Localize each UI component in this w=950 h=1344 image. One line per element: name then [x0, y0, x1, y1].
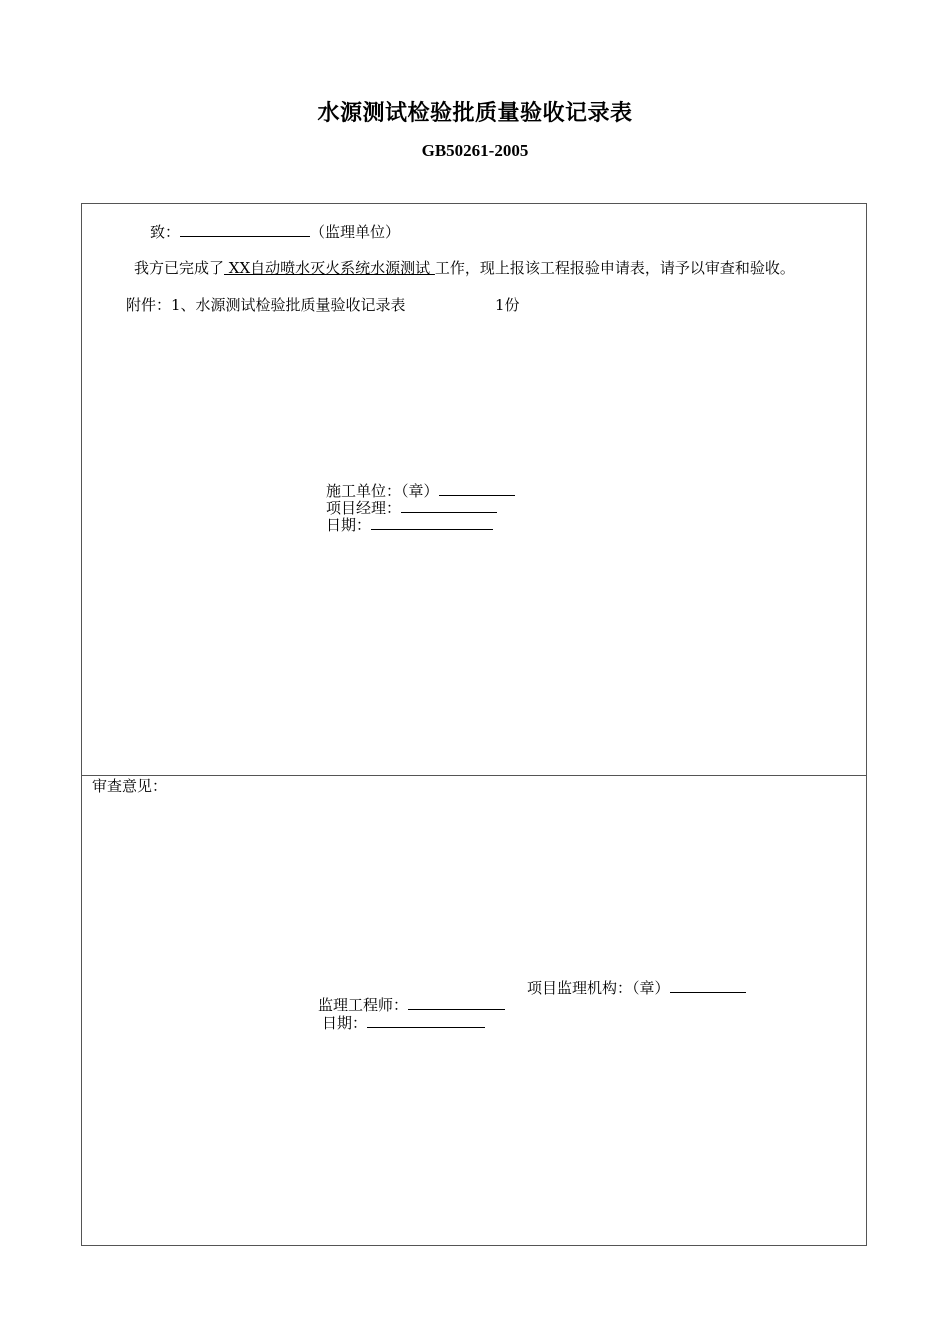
agency-line: [527, 978, 746, 997]
review-opinion-label: 审查意见：: [92, 777, 168, 795]
application-date-line: [326, 515, 493, 534]
attachment-count: 1份: [495, 296, 520, 314]
agency-label: 项目监理机构：（章）: [527, 979, 670, 997]
statement-suffix: 工作，现上报该工程报验申请表，请予以审查和验收。: [434, 259, 795, 277]
review-date-line: [322, 1013, 485, 1032]
engineer-blank[interactable]: [408, 995, 505, 1010]
review-date-label: 日期：: [322, 1014, 368, 1032]
statement-prefix: 我方已完成了: [134, 259, 225, 277]
form-table: [81, 203, 867, 1246]
application-date-blank[interactable]: [371, 515, 493, 530]
section-divider: [82, 775, 866, 776]
engineer-label: 监理工程师：: [318, 996, 409, 1014]
engineer-line: [318, 995, 505, 1014]
agency-seal-blank[interactable]: [670, 978, 746, 993]
to-suffix: （监理单位）: [310, 223, 401, 241]
to-label: 致：: [150, 223, 181, 241]
attachment-label: 附件：1、水源测试检验批质量验收记录表: [126, 296, 406, 314]
standard-code: GB50261-2005: [421, 141, 529, 160]
contractor-label: 施工单位：（章）: [326, 482, 439, 500]
supervisor-unit-blank[interactable]: [180, 222, 310, 237]
addressee-line: [150, 222, 400, 241]
manager-blank[interactable]: [401, 498, 497, 513]
application-date-label: 日期：: [326, 516, 372, 534]
project-name: XX自动喷水灭火系统水源测试: [224, 259, 435, 277]
review-date-blank[interactable]: [367, 1013, 485, 1028]
attachment-line: [126, 296, 406, 314]
manager-label: 项目经理：: [326, 499, 402, 517]
document-title: 水源测试检验批质量验收记录表: [317, 101, 633, 126]
contractor-seal-blank[interactable]: [439, 481, 515, 496]
statement-line: [134, 259, 795, 277]
